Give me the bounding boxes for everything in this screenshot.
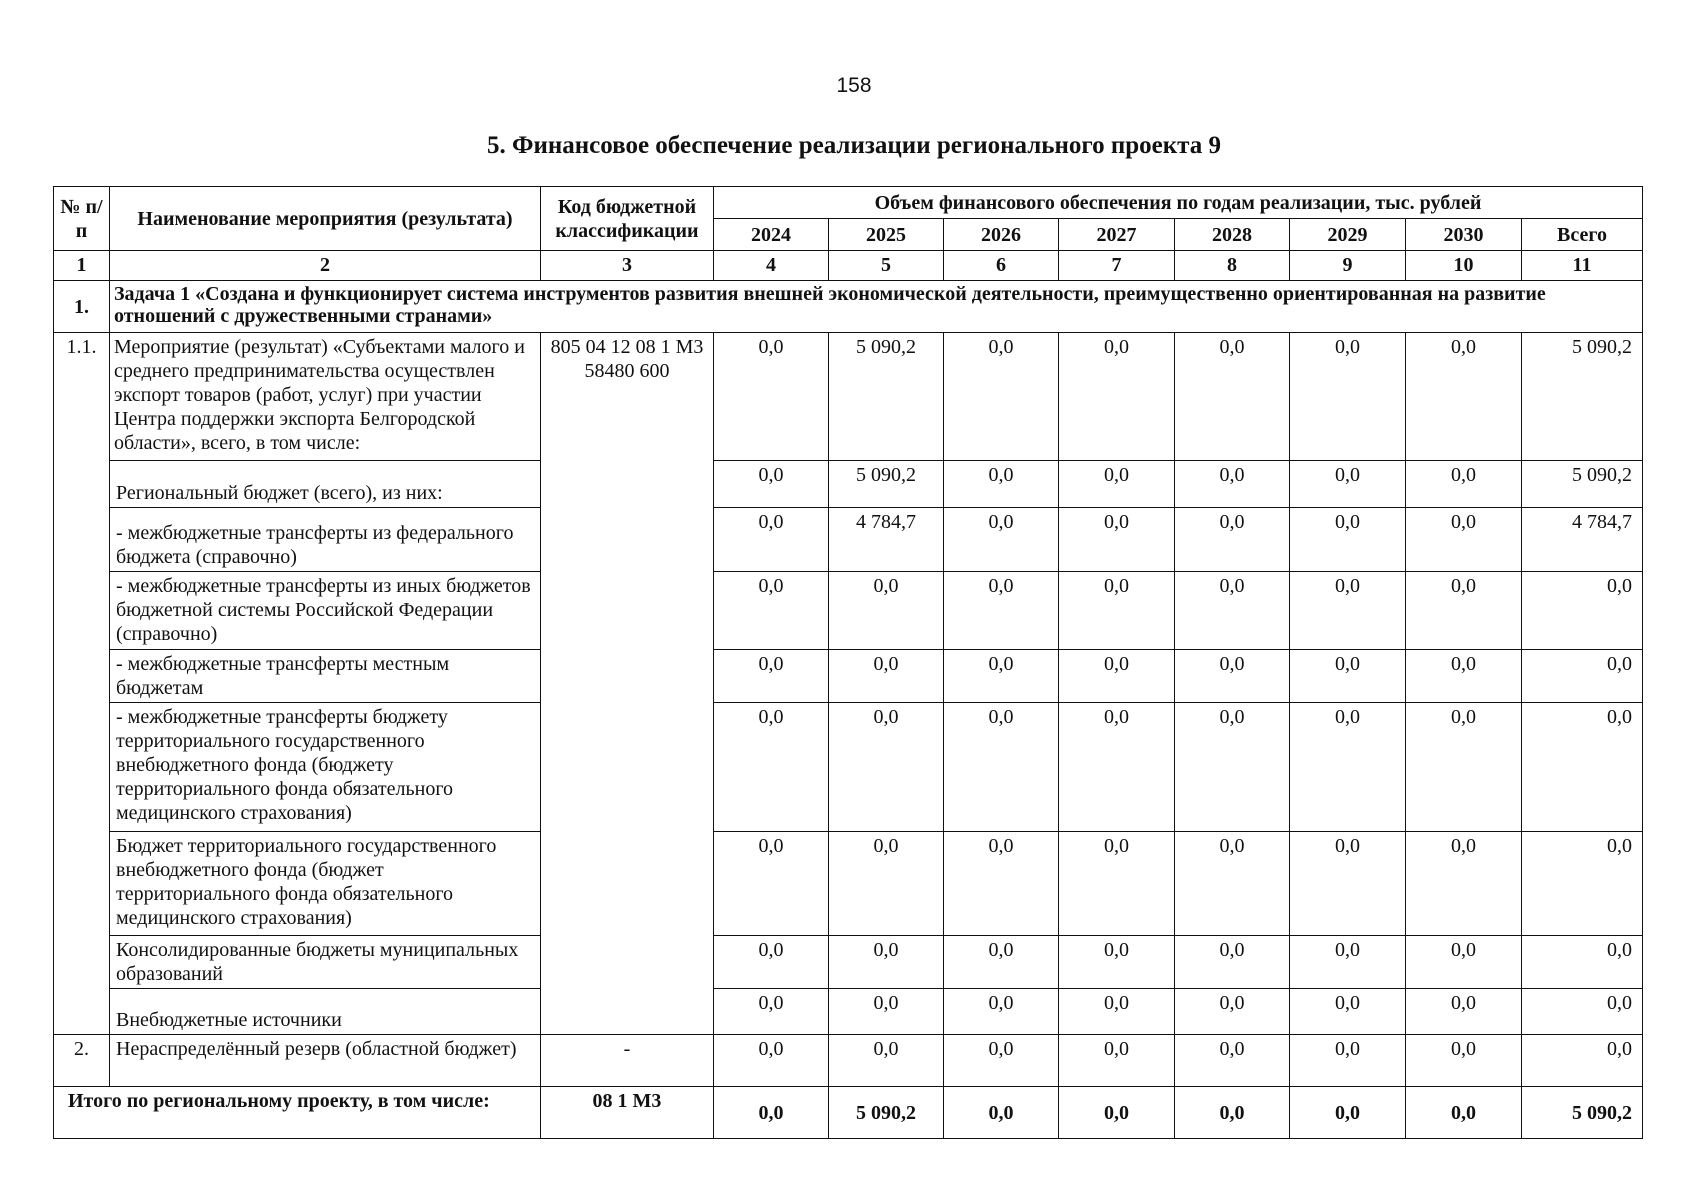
value-total: 5 090,2 — [1522, 333, 1643, 461]
value-cell: 0,0 — [1059, 333, 1175, 461]
value-cell: 0,0 — [1175, 1035, 1290, 1087]
value-cell: 0,0 — [1406, 1035, 1522, 1087]
header-year: 2027 — [1059, 219, 1175, 251]
row-name: Региональный бюджет (всего), из них: — [110, 461, 541, 508]
value-cell: 0,0 — [944, 703, 1059, 832]
row-name: - межбюджетные трансферты бюджету территориального государственного внебюджетного фонда (бюджету территориального фонда обязательного медицинского страхования) — [110, 703, 541, 832]
col-number: 1 — [54, 251, 110, 281]
value-cell: 5 090,2 — [829, 333, 944, 461]
value-total: 0,0 — [1522, 936, 1643, 989]
value-cell: 0,0 — [944, 508, 1059, 572]
task-text: Задача 1 «Создана и функционирует система инструментов развития внешней экономической деятельности, преимущественно ориентированная на развитие отношений с дружественными странами» — [110, 281, 1643, 333]
row-name: - межбюджетные трансферты из федерального бюджета (справочно) — [110, 508, 541, 572]
value-cell: 0,0 — [1059, 461, 1175, 508]
value-cell: 0,0 — [829, 936, 944, 989]
col-number: 6 — [944, 251, 1059, 281]
table-row — [54, 936, 1643, 989]
row-name: Мероприятие (результат) «Субъектами малого и среднего предпринимательства осуществлен экспорт товаров (работ, услуг) при участии Центра поддержки экспорта Белгородской области», всего, в том числе: — [110, 333, 541, 461]
task-number: 1. — [54, 281, 110, 333]
table-row — [54, 461, 1643, 508]
task-row — [54, 281, 1643, 333]
value-cell: 0,0 — [829, 989, 944, 1035]
header-total: Всего — [1522, 219, 1643, 251]
value-cell: 0,0 — [1406, 333, 1522, 461]
value-cell: 0,0 — [1406, 703, 1522, 832]
row-number: 2. — [54, 1035, 110, 1087]
value-cell: 0,0 — [1406, 650, 1522, 703]
total-value-sum: 5 090,2 — [1522, 1087, 1643, 1139]
col-number: 3 — [541, 251, 714, 281]
total-value: 0,0 — [1059, 1087, 1175, 1139]
value-cell: 0,0 — [829, 572, 944, 650]
total-value: 0,0 — [1290, 1087, 1406, 1139]
col-number: 4 — [714, 251, 829, 281]
value-cell: 0,0 — [829, 1035, 944, 1087]
row-code: 805 04 12 08 1 М3 58480 600 — [541, 333, 714, 1035]
value-cell: 0,0 — [714, 703, 829, 832]
value-cell: 0,0 — [1175, 650, 1290, 703]
page-number: 158 — [836, 74, 872, 97]
value-cell: 0,0 — [714, 333, 829, 461]
header-code: Код бюджетной классификации — [541, 187, 714, 251]
col-number: 5 — [829, 251, 944, 281]
col-number: 11 — [1522, 251, 1643, 281]
header-year: 2029 — [1290, 219, 1406, 251]
value-cell: 0,0 — [829, 832, 944, 936]
value-cell: 0,0 — [1175, 508, 1290, 572]
value-cell: 0,0 — [944, 1035, 1059, 1087]
value-cell: 0,0 — [944, 461, 1059, 508]
value-cell: 0,0 — [944, 936, 1059, 989]
value-cell: 0,0 — [1059, 989, 1175, 1035]
row-name: - межбюджетные трансферты из иных бюджетов бюджетной системы Российской Федерации (справочно) — [110, 572, 541, 650]
value-cell: 0,0 — [714, 1035, 829, 1087]
value-cell: 0,0 — [944, 333, 1059, 461]
value-cell: 5 090,2 — [829, 461, 944, 508]
value-cell: 0,0 — [714, 461, 829, 508]
total-value: 0,0 — [714, 1087, 829, 1139]
total-label: Итого по региональному проекту, в том числе: — [54, 1087, 541, 1139]
value-cell: 0,0 — [1175, 832, 1290, 936]
value-total: 0,0 — [1522, 1035, 1643, 1087]
col-number: 7 — [1059, 251, 1175, 281]
value-cell: 0,0 — [1059, 936, 1175, 989]
value-cell: 0,0 — [1290, 461, 1406, 508]
value-cell: 0,0 — [714, 989, 829, 1035]
header-year: 2030 — [1406, 219, 1522, 251]
col-number: 9 — [1290, 251, 1406, 281]
row-name: - межбюджетные трансферты местным бюджетам — [110, 650, 541, 703]
value-total: 0,0 — [1522, 989, 1643, 1035]
value-cell: 0,0 — [1406, 508, 1522, 572]
value-cell: 0,0 — [1175, 461, 1290, 508]
value-cell: 0,0 — [829, 650, 944, 703]
value-cell: 0,0 — [1406, 461, 1522, 508]
value-cell: 0,0 — [944, 572, 1059, 650]
row-number: 1.1. — [54, 333, 110, 1035]
value-cell: 0,0 — [1059, 832, 1175, 936]
value-cell: 0,0 — [944, 650, 1059, 703]
value-cell: 0,0 — [1059, 1035, 1175, 1087]
value-cell: 0,0 — [1290, 333, 1406, 461]
table-row — [54, 333, 1643, 461]
value-total: 0,0 — [1522, 703, 1643, 832]
value-cell: 0,0 — [714, 650, 829, 703]
total-value: 5 090,2 — [829, 1087, 944, 1139]
table-row — [54, 703, 1643, 832]
header-no: № п/п — [54, 187, 110, 251]
total-value: 0,0 — [944, 1087, 1059, 1139]
value-cell: 0,0 — [714, 936, 829, 989]
value-cell: 0,0 — [1406, 832, 1522, 936]
table-row — [54, 989, 1643, 1035]
table-row-total — [54, 1087, 1643, 1139]
value-total: 4 784,7 — [1522, 508, 1643, 572]
value-cell: 0,0 — [1290, 936, 1406, 989]
value-cell: 0,0 — [1059, 572, 1175, 650]
row-name: Нераспределённый резерв (областной бюджет) — [110, 1035, 541, 1087]
header-year: 2026 — [944, 219, 1059, 251]
value-cell: 0,0 — [944, 989, 1059, 1035]
row-code: - — [541, 1035, 714, 1087]
table-row — [54, 832, 1643, 936]
value-cell: 0,0 — [1059, 650, 1175, 703]
row-name: Внебюджетные источники — [110, 989, 541, 1035]
value-cell: 0,0 — [1175, 333, 1290, 461]
table-row-reserve — [54, 1035, 1643, 1087]
value-cell: 0,0 — [1175, 936, 1290, 989]
col-number: 2 — [110, 251, 541, 281]
value-total: 5 090,2 — [1522, 461, 1643, 508]
value-cell: 0,0 — [714, 508, 829, 572]
page-title: 5. Финансовое обеспечение реализации регионального проекта 9 — [486, 132, 1222, 159]
value-cell: 0,0 — [1290, 572, 1406, 650]
row-name: Бюджет территориального государственного внебюджетного фонда (бюджет территориального фонда обязательного медицинского страхования) — [110, 832, 541, 936]
table-row — [54, 572, 1643, 650]
header-name: Наименование мероприятия (результата) — [110, 187, 541, 251]
header-year: 2024 — [714, 219, 829, 251]
value-cell: 0,0 — [1175, 989, 1290, 1035]
value-cell: 0,0 — [1406, 989, 1522, 1035]
value-cell: 0,0 — [714, 832, 829, 936]
value-cell: 0,0 — [1290, 832, 1406, 936]
value-total: 0,0 — [1522, 650, 1643, 703]
value-cell: 0,0 — [1175, 703, 1290, 832]
financing-table — [53, 186, 1643, 1139]
value-cell: 0,0 — [714, 572, 829, 650]
value-total: 0,0 — [1522, 832, 1643, 936]
header-year: 2028 — [1175, 219, 1290, 251]
total-value: 0,0 — [1175, 1087, 1290, 1139]
value-cell: 0,0 — [1059, 703, 1175, 832]
value-cell: 0,0 — [1406, 572, 1522, 650]
value-cell: 0,0 — [1175, 572, 1290, 650]
value-total: 0,0 — [1522, 572, 1643, 650]
value-cell: 0,0 — [1290, 650, 1406, 703]
value-cell: 4 784,7 — [829, 508, 944, 572]
table-row — [54, 508, 1643, 572]
col-number: 8 — [1175, 251, 1290, 281]
value-cell: 0,0 — [1290, 989, 1406, 1035]
total-code: 08 1 М3 — [541, 1087, 714, 1139]
value-cell: 0,0 — [1290, 703, 1406, 832]
table-row — [54, 650, 1643, 703]
value-cell: 0,0 — [1290, 508, 1406, 572]
value-cell: 0,0 — [1406, 936, 1522, 989]
row-name: Консолидированные бюджеты муниципальных образований — [110, 936, 541, 989]
total-value: 0,0 — [1406, 1087, 1522, 1139]
value-cell: 0,0 — [1059, 508, 1175, 572]
header-volume: Объем финансового обеспечения по годам реализации, тыс. рублей — [714, 187, 1643, 219]
header-year: 2025 — [829, 219, 944, 251]
value-cell: 0,0 — [944, 832, 1059, 936]
value-cell: 0,0 — [829, 703, 944, 832]
col-number: 10 — [1406, 251, 1522, 281]
value-cell: 0,0 — [1290, 1035, 1406, 1087]
